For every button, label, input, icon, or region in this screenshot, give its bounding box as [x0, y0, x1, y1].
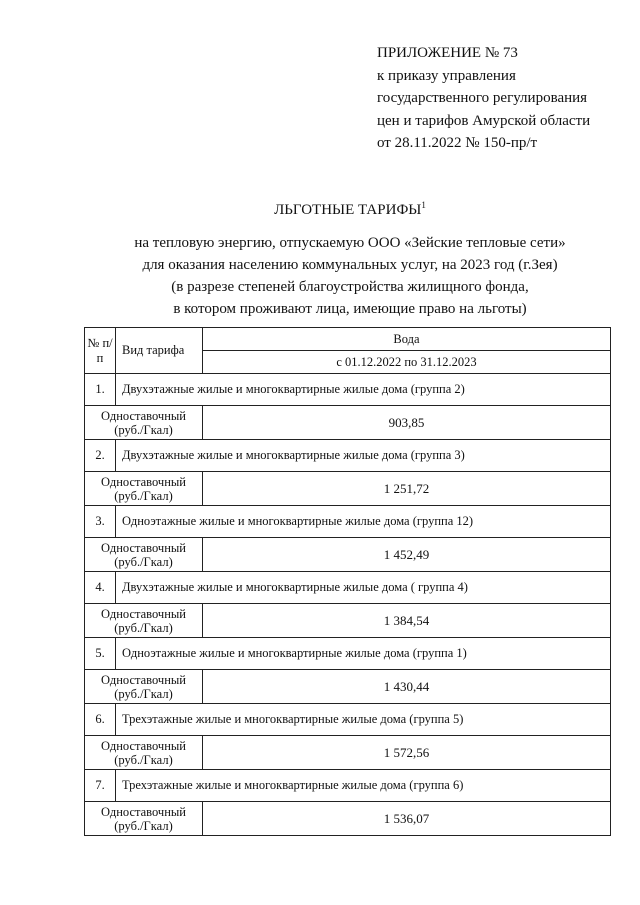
tariff-type-label: Одноставочный — [101, 408, 186, 423]
table-value-row — [85, 538, 611, 572]
table-group-row — [85, 572, 611, 604]
subtitle-line-2: для оказания населению коммунальных услуг, на 2023 год (г.Зея) — [142, 257, 558, 273]
tariff-unit-label: (руб./Гкал) — [114, 488, 173, 503]
table-header-row — [85, 328, 611, 351]
row-housing-group: Одноэтажные жилые и многоквартирные жилые дома (группа 12) — [116, 506, 611, 538]
document-title — [0, 200, 640, 219]
tariff-unit-label: (руб./Гкал) — [114, 752, 173, 767]
row-number: 5. — [85, 638, 116, 670]
tariff-value: 1 572,56 — [203, 736, 611, 770]
row-housing-group: Одноэтажные жилые и многоквартирные жилые дома (группа 1) — [116, 638, 611, 670]
document-title-text: ЛЬГОТНЫЕ ТАРИФЫ — [274, 202, 422, 218]
tariff-type-label: Одноставочный — [101, 540, 186, 555]
row-housing-group: Трехэтажные жилые и многоквартирные жилые дома (группа 5) — [116, 704, 611, 736]
table-group-row — [85, 374, 611, 406]
table-group-row — [85, 770, 611, 802]
tariff-table — [84, 327, 611, 836]
tariff-value: 1 430,44 — [203, 670, 611, 704]
tariff-type-cell — [85, 802, 203, 836]
tariff-unit-label: (руб./Гкал) — [114, 422, 173, 437]
table-group-row — [85, 506, 611, 538]
row-number: 1. — [85, 374, 116, 406]
row-housing-group: Двухэтажные жилые и многоквартирные жилые дома ( группа 4) — [116, 572, 611, 604]
tariff-type-cell — [85, 472, 203, 506]
subtitle-line-4: в котором проживают лица, имеющие право на льготы) — [173, 301, 527, 317]
table-value-row — [85, 670, 611, 704]
appendix-line-5: от 28.11.2022 № 150-пр/т — [377, 135, 538, 151]
tariff-type-cell — [85, 406, 203, 440]
table-value-row — [85, 406, 611, 440]
appendix-block — [377, 42, 590, 155]
row-number: 6. — [85, 704, 116, 736]
tariff-type-cell — [85, 736, 203, 770]
tariff-type-label: Одноставочный — [101, 672, 186, 687]
row-number: 4. — [85, 572, 116, 604]
header-num: № п/п — [85, 328, 116, 374]
row-housing-group: Трехэтажные жилые и многоквартирные жилые дома (группа 6) — [116, 770, 611, 802]
tariff-type-label: Одноставочный — [101, 738, 186, 753]
header-period: с 01.12.2022 по 31.12.2023 — [203, 351, 611, 374]
tariff-unit-label: (руб./Гкал) — [114, 686, 173, 701]
tariff-unit-label: (руб./Гкал) — [114, 620, 173, 635]
header-kind: Вид тарифа — [116, 328, 203, 374]
table-value-row — [85, 802, 611, 836]
table-value-row — [85, 736, 611, 770]
appendix-line-4: цен и тарифов Амурской области — [377, 112, 591, 129]
row-housing-group: Двухэтажные жилые и многоквартирные жилые дома (группа 2) — [116, 374, 611, 406]
row-number: 7. — [85, 770, 116, 802]
appendix-line-2: к приказу управления — [377, 67, 516, 84]
table-group-row — [85, 440, 611, 472]
tariff-type-label: Одноставочный — [101, 606, 186, 621]
table-group-row — [85, 638, 611, 670]
subtitle-line-3: (в разрезе степеней благоустройства жилищного фонда, — [171, 279, 529, 295]
tariff-value: 1 536,07 — [203, 802, 611, 836]
tariff-value: 1 251,72 — [203, 472, 611, 506]
tariff-type-label: Одноставочный — [101, 474, 186, 489]
tariff-type-cell — [85, 670, 203, 704]
row-housing-group: Двухэтажные жилые и многоквартирные жилые дома (группа 3) — [116, 440, 611, 472]
tariff-value: 1 384,54 — [203, 604, 611, 638]
table-group-row — [85, 704, 611, 736]
tariff-unit-label: (руб./Гкал) — [114, 554, 173, 569]
title-footnote-mark: 1 — [421, 200, 426, 210]
row-number: 2. — [85, 440, 116, 472]
row-number: 3. — [85, 506, 116, 538]
document-subtitle — [0, 232, 640, 320]
appendix-line-1: ПРИЛОЖЕНИЕ № 73 — [377, 45, 518, 61]
appendix-line-3: государственного регулирования — [377, 90, 588, 106]
table-value-row — [85, 604, 611, 638]
tariff-value: 1 452,49 — [203, 538, 611, 572]
table-value-row — [85, 472, 611, 506]
tariff-unit-label: (руб./Гкал) — [114, 818, 173, 833]
tariff-value: 903,85 — [203, 406, 611, 440]
header-water: Вода — [203, 328, 611, 351]
tariff-type-label: Одноставочный — [101, 804, 186, 819]
subtitle-line-1: на тепловую энергию, отпускаемую ООО «Зейские тепловые сети» — [134, 235, 566, 251]
tariff-type-cell — [85, 604, 203, 638]
tariff-type-cell — [85, 538, 203, 572]
